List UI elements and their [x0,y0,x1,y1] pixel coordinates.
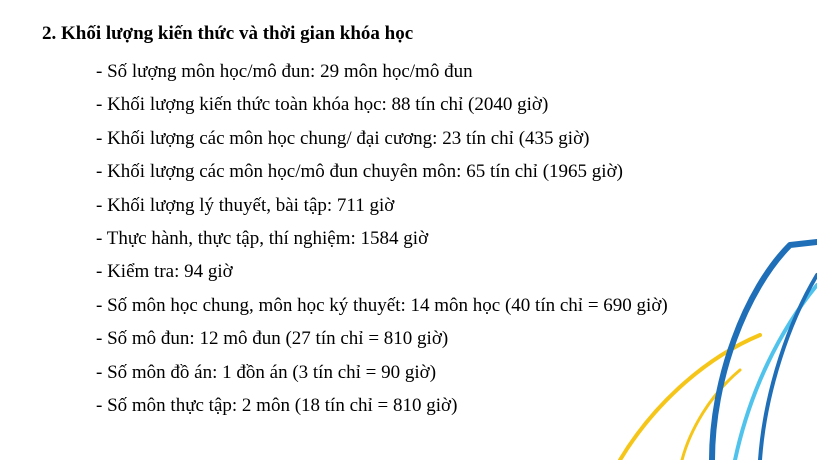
section-heading: 2. Khối lượng kiến thức và thời gian khóa học [42,23,414,44]
info-list [96,55,668,422]
list-item: - Khối lượng kiến thức toàn khóa học: 88 tín chỉ (2040 giờ) [96,94,549,116]
dark-blue-swoosh [712,242,817,460]
light-blue-swoosh [735,285,817,460]
list-item: - Số môn học chung, môn học ký thuyết: 14 môn học (40 tín chỉ = 690 giờ) [96,294,668,316]
list-item: - Khối lượng các môn học chung/ đại cương: 23 tín chỉ (435 giờ) [96,127,590,149]
list-item: - Kiểm tra: 94 giờ [96,261,233,283]
yellow-swoosh-inner [682,370,740,460]
list-item: - Khối lượng các môn học/mô đun chuyên môn: 65 tín chỉ (1965 giờ) [96,161,623,183]
list-item: - Số môn thực tập: 2 môn (18 tín chỉ = 810 giờ) [96,395,458,417]
list-item: - Khối lượng lý thuyết, bài tập: 711 giờ [96,194,395,216]
list-item: - Số môn đồ án: 1 đồn án (3 tín chỉ = 90 giờ) [96,361,437,383]
dark-blue-swoosh-inner [760,275,817,460]
list-item: - Số mô đun: 12 mô đun (27 tín chỉ = 810 giờ) [96,328,449,350]
list-item: - Thực hành, thực tập, thí nghiệm: 1584 giờ [96,228,429,250]
list-item: - Số lượng môn học/mô đun: 29 môn học/mô đun [96,61,473,82]
